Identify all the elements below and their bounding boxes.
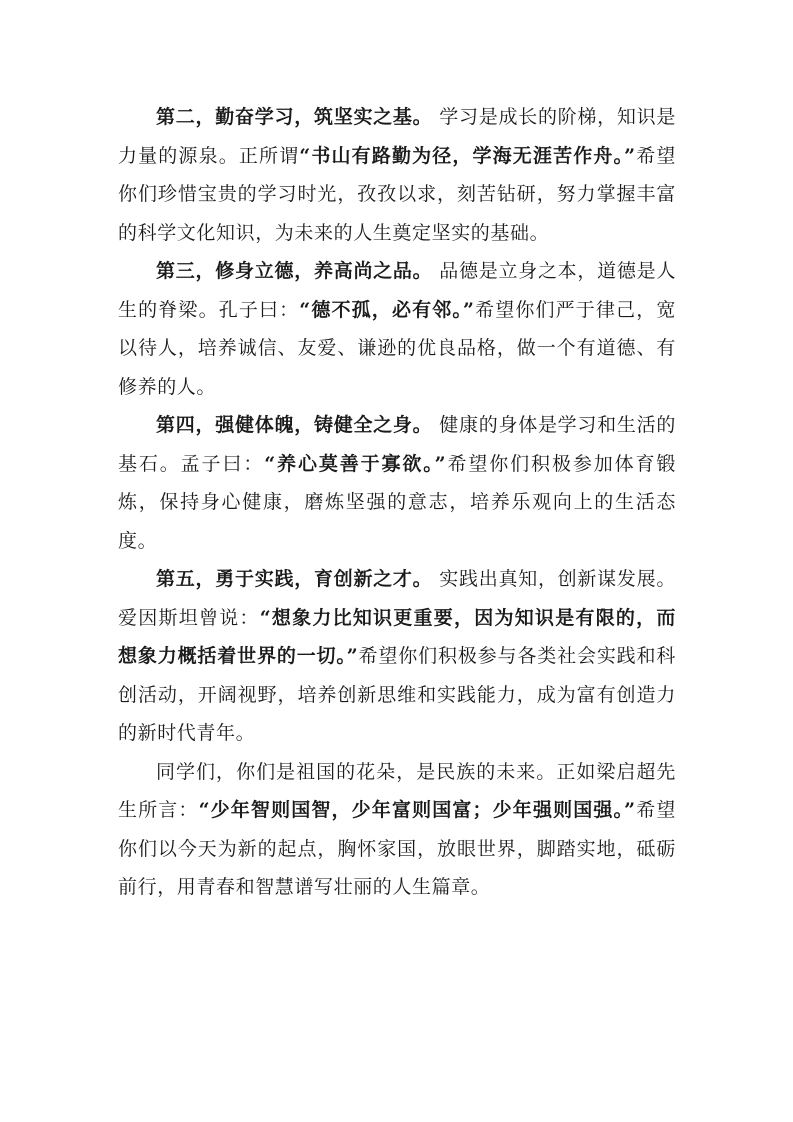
paragraph-quote: “德不孤，必有邻。” <box>299 298 475 321</box>
paragraph-heading: 第四，强健体魄，铸健全之身。 <box>156 414 433 436</box>
paragraph-quote: “想象力比知识更重要，因为知识是有限的，而想象力概括着世界的一切。” <box>118 606 677 667</box>
paragraph-closing <box>118 753 676 907</box>
paragraph-text: 希望你们珍惜宝贵的学习时光，孜孜以求，刻苦钻研，努力掌握丰富的科学文化知识，为未来的人生奠定坚实的基础。 <box>118 144 676 244</box>
paragraph-quote: “书山有路勤为径，学海无涯苦作舟。” <box>299 144 636 167</box>
paragraph-study <box>118 98 676 252</box>
paragraph-text: 实践出真知，创新谋发展。爱因斯坦曾说： <box>118 568 677 629</box>
paragraph-text: 希望你们严于律己，宽以待人，培养诚信、友爱、谦逊的优良品格，做一个有道德、有修养的人。 <box>118 298 676 398</box>
paragraph-text: 希望你们积极参与各类社会实践和科创活动，开阔视野，培养创新思维和实践能力，成为富有创造力的新时代青年。 <box>118 645 676 744</box>
paragraph-heading: 第二，勤奋学习，筑坚实之基。 <box>156 106 433 128</box>
paragraph-morality <box>118 252 676 406</box>
paragraph-heading: 第五，勇于实践，育创新之才。 <box>156 568 433 590</box>
paragraph-text: 品德是立身之本，道德是人生的脊梁。孔子曰： <box>118 260 677 321</box>
paragraph-text: 学习是成长的阶梯，知识是力量的源泉。正所谓 <box>118 106 677 167</box>
paragraph-health <box>118 406 676 560</box>
paragraph-text: 健康的身体是学习和生活的基石。孟子曰： <box>118 414 677 475</box>
document-body <box>118 98 676 907</box>
paragraph-quote: “少年智则国智，少年富则国富；少年强则国强。” <box>198 799 636 821</box>
paragraph-practice <box>118 560 676 753</box>
paragraph-text: 希望你们积极参加体育锻炼，保持身心健康，磨炼坚强的意志，培养乐观向上的生活态度。 <box>118 452 676 552</box>
paragraph-text: 同学们，你们是祖国的花朵，是民族的未来。正如梁启超先生所言： <box>118 760 676 821</box>
paragraph-quote: “养心莫善于寡欲。” <box>264 452 447 475</box>
paragraph-text: 希望你们以今天为新的起点，胸怀家国，放眼世界，脚踏实地，砥砺前行，用青春和智慧谱写壮丽的人生篇章。 <box>118 799 676 898</box>
paragraph-heading: 第三，修身立德，养高尚之品。 <box>156 260 433 282</box>
